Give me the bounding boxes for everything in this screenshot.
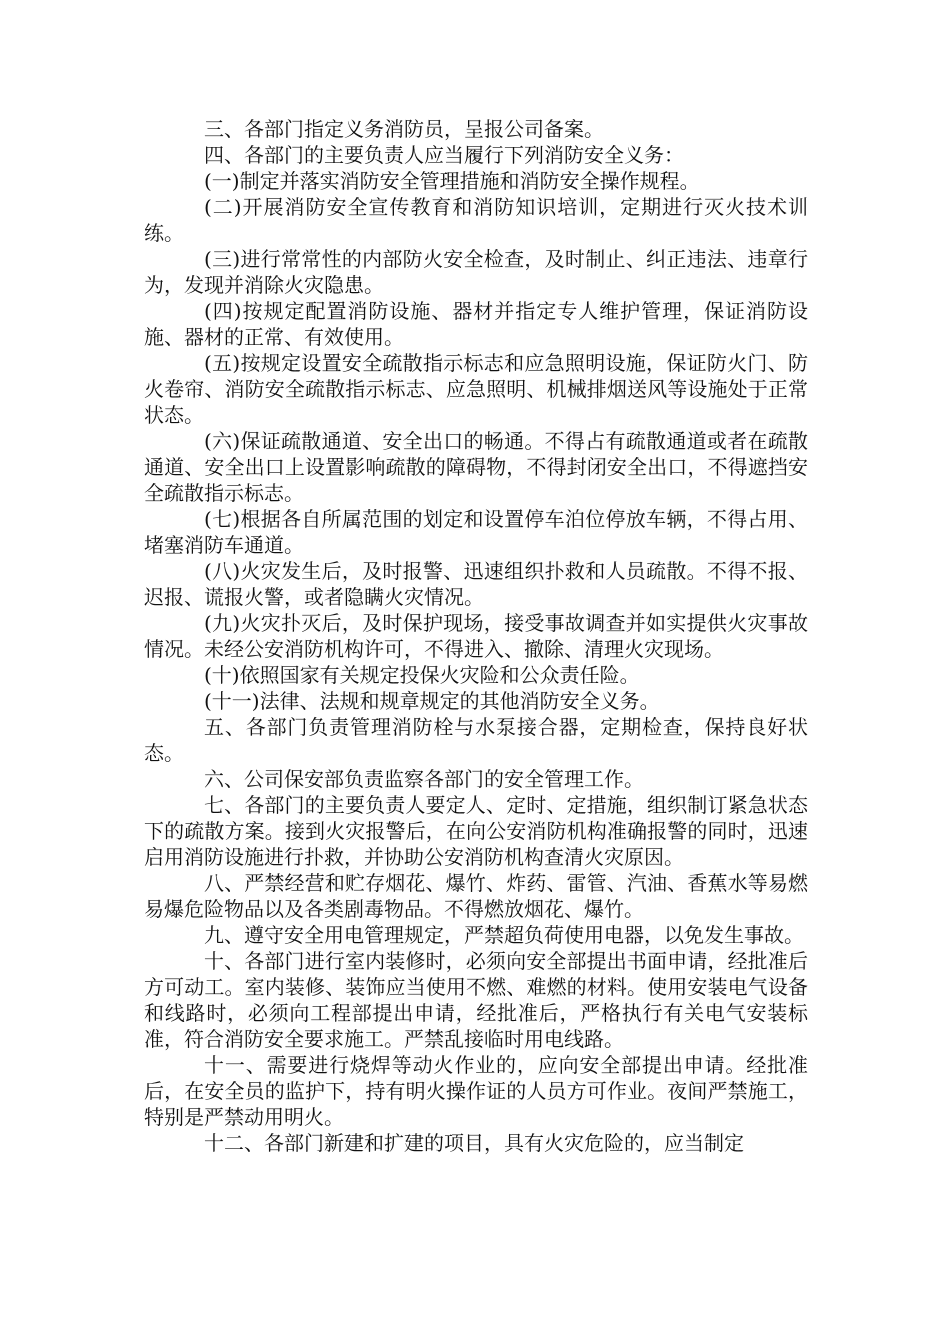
paragraph-subitem-4: (四)按规定配置消防设施、器材并指定专人维护管理，保证消防设施、器材的正常、有效使用。 bbox=[144, 299, 808, 349]
paragraph-item-10: 十、各部门进行室内装修时，必须向安全部提出书面申请，经批准后方可动工。室内装修、装饰应当使用不燃、难燃的材料。使用安装电气设备和线路时，必须向工程部提出申请，经批准后，严格执行有关电气安装标准，符合消防安全要求施工。严禁乱接临时用电线路。 bbox=[144, 949, 808, 1051]
paragraph-item-3: 三、各部门指定义务消防员，呈报公司备案。 bbox=[204, 117, 604, 141]
paragraph-item-11: 十一、需要进行烧焊等动火作业的，应向安全部提出申请。经批准后，在安全员的监护下，持有明火操作证的人员方可作业。夜间严禁施工，特别是严禁动用明火。 bbox=[144, 1053, 808, 1129]
document-body bbox=[144, 116, 808, 1156]
paragraph-subitem-5: (五)按规定设置安全疏散指示标志和应急照明设施，保证防火门、防火卷帘、消防安全疏散指示标志、应急照明、机械排烟送风等设施处于正常状态。 bbox=[144, 351, 808, 427]
paragraph-subitem-10: (十)依照国家有关规定投保火灾险和公众责任险。 bbox=[204, 663, 640, 687]
paragraph-item-9: 九、遵守安全用电管理规定，严禁超负荷使用电器，以免发生事故。 bbox=[204, 923, 804, 947]
paragraph-item-8: 八、严禁经营和贮存烟花、爆竹、炸药、雷管、汽油、香蕉水等易燃易爆危险物品以及各类剧毒物品。不得燃放烟花、爆竹。 bbox=[144, 871, 808, 921]
paragraph-subitem-11: (十一)法律、法规和规章规定的其他消防安全义务。 bbox=[204, 689, 660, 713]
paragraph-subitem-2: (二)开展消防安全宣传教育和消防知识培训，定期进行灭火技术训练。 bbox=[144, 195, 808, 245]
paragraph-item-5: 五、各部门负责管理消防栓与水泵接合器，定期检查，保持良好状态。 bbox=[144, 715, 808, 765]
paragraph-item-12: 十二、各部门新建和扩建的项目，具有火灾危险的，应当制定 bbox=[204, 1131, 744, 1155]
paragraph-subitem-1: (一)制定并落实消防安全管理措施和消防安全操作规程。 bbox=[204, 169, 700, 193]
paragraph-subitem-3: (三)进行常常性的内部防火安全检查，及时制止、纠正违法、违章行为，发现并消除火灾隐患。 bbox=[144, 247, 808, 297]
paragraph-item-4: 四、各部门的主要负责人应当履行下列消防安全义务： bbox=[204, 143, 684, 167]
paragraph-subitem-6: (六)保证疏散通道、安全出口的畅通。不得占有疏散通道或者在疏散通道、安全出口上设置影响疏散的障碍物，不得封闭安全出口，不得遮挡安全疏散指示标志。 bbox=[144, 429, 808, 505]
paragraph-subitem-8: (八)火灾发生后，及时报警、迅速组织扑救和人员疏散。不得不报、迟报、谎报火警，或者隐瞒火灾情况。 bbox=[144, 559, 808, 609]
paragraph-subitem-7: (七)根据各自所属范围的划定和设置停车泊位停放车辆，不得占用、堵塞消防车通道。 bbox=[144, 507, 808, 557]
paragraph-subitem-9: (九)火灾扑灭后，及时保护现场，接受事故调查并如实提供火灾事故情况。未经公安消防机构许可，不得进入、撤除、清理火灾现场。 bbox=[144, 611, 808, 661]
paragraph-item-7: 七、各部门的主要负责人要定人、定时、定措施，组织制订紧急状态下的疏散方案。接到火灾报警后，在向公安消防机构准确报警的同时，迅速启用消防设施进行扑救，并协助公安消防机构查清火灾原因。 bbox=[144, 793, 808, 869]
paragraph-item-6: 六、公司保安部负责监察各部门的安全管理工作。 bbox=[204, 767, 644, 791]
